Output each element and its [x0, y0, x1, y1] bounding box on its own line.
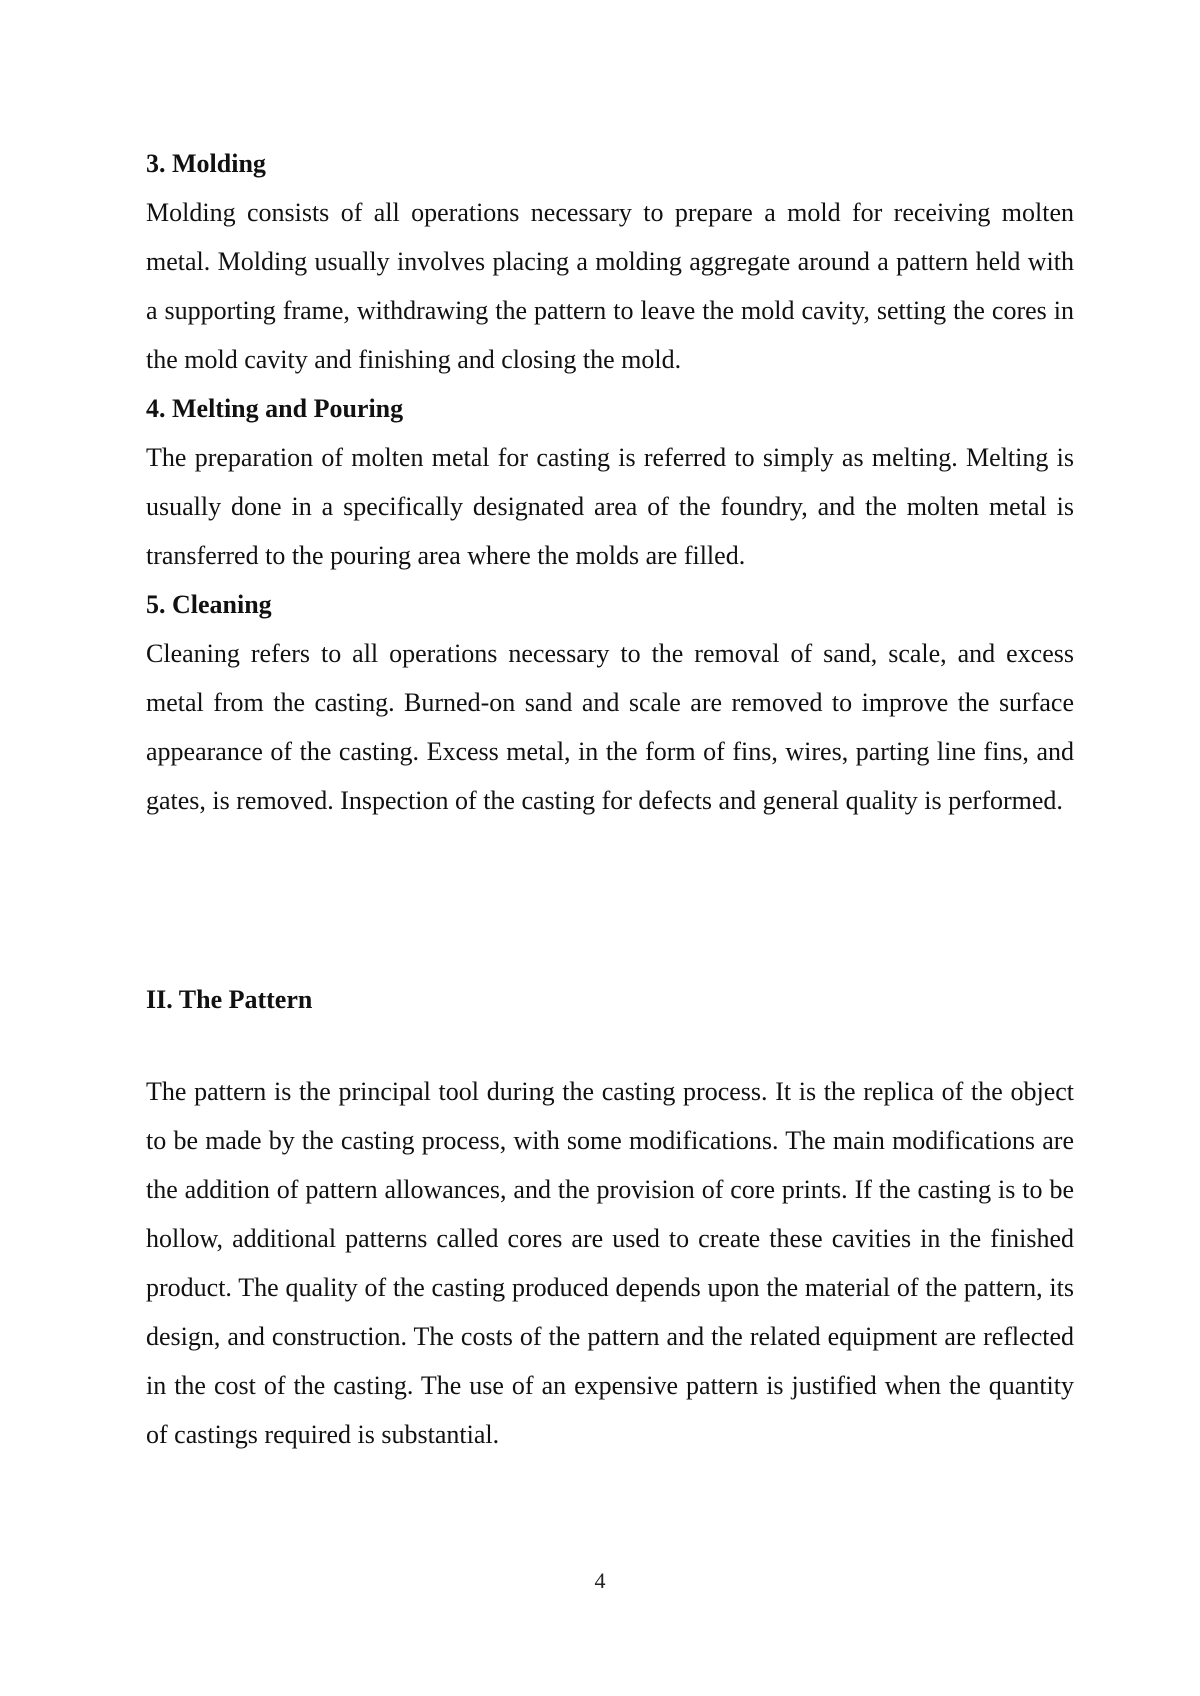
section-heading-molding: 3. Molding — [146, 149, 266, 178]
section-heading-pattern: II. The Pattern — [146, 985, 313, 1014]
section-body-molding: Molding consists of all operations necessary to prepare a mold for receiving molten metal. Molding usually involves placing a molding aggregate around a pattern held with a supporting frame, withdrawing the pattern to leave the mold cavity, setting the cores in the mold cavity and finishing and closing the mold. — [146, 198, 1074, 374]
section-cleaning — [146, 580, 1074, 825]
section-body-melting: The preparation of molten metal for casting is referred to simply as melting. Melting is usually done in a specifically designated area of the foundry, and the molten metal is transferred to the pouring area where the molds are filled. — [146, 443, 1074, 570]
section-body-cleaning: Cleaning refers to all operations necessary to the removal of sand, scale, and excess metal from the casting. Burned-on sand and scale are removed to improve the surface appearance of the casting. Excess metal, in the form of fins, wires, parting line fins, and gates, is removed. Inspection of the casting for defects and general quality is performed. — [146, 639, 1074, 815]
section-melting-pouring — [146, 384, 1074, 580]
section-heading-melting: 4. Melting and Pouring — [146, 394, 404, 423]
section-molding — [146, 139, 1074, 384]
section-heading-cleaning: 5. Cleaning — [146, 590, 272, 619]
page-number: 4 — [594, 1568, 606, 1593]
section-body-pattern: The pattern is the principal tool during the casting process. It is the replica of the object to be made by the casting process, with some modifications. The main modifications are the addition of pattern allowances, and the provision of core prints. If the casting is to be hollow, additional patterns called cores are used to create these cavities in the finished product. The quality of the casting produced depends upon the material of the pattern, its design, and construction. The costs of the pattern and the related equipment are reflected in the cost of the casting. The use of an expensive pattern is justified when the quantity of castings required is substantial. — [146, 1077, 1074, 1449]
section-pattern-heading-block — [146, 975, 1074, 1024]
section-pattern-body-block — [146, 1067, 1074, 1459]
